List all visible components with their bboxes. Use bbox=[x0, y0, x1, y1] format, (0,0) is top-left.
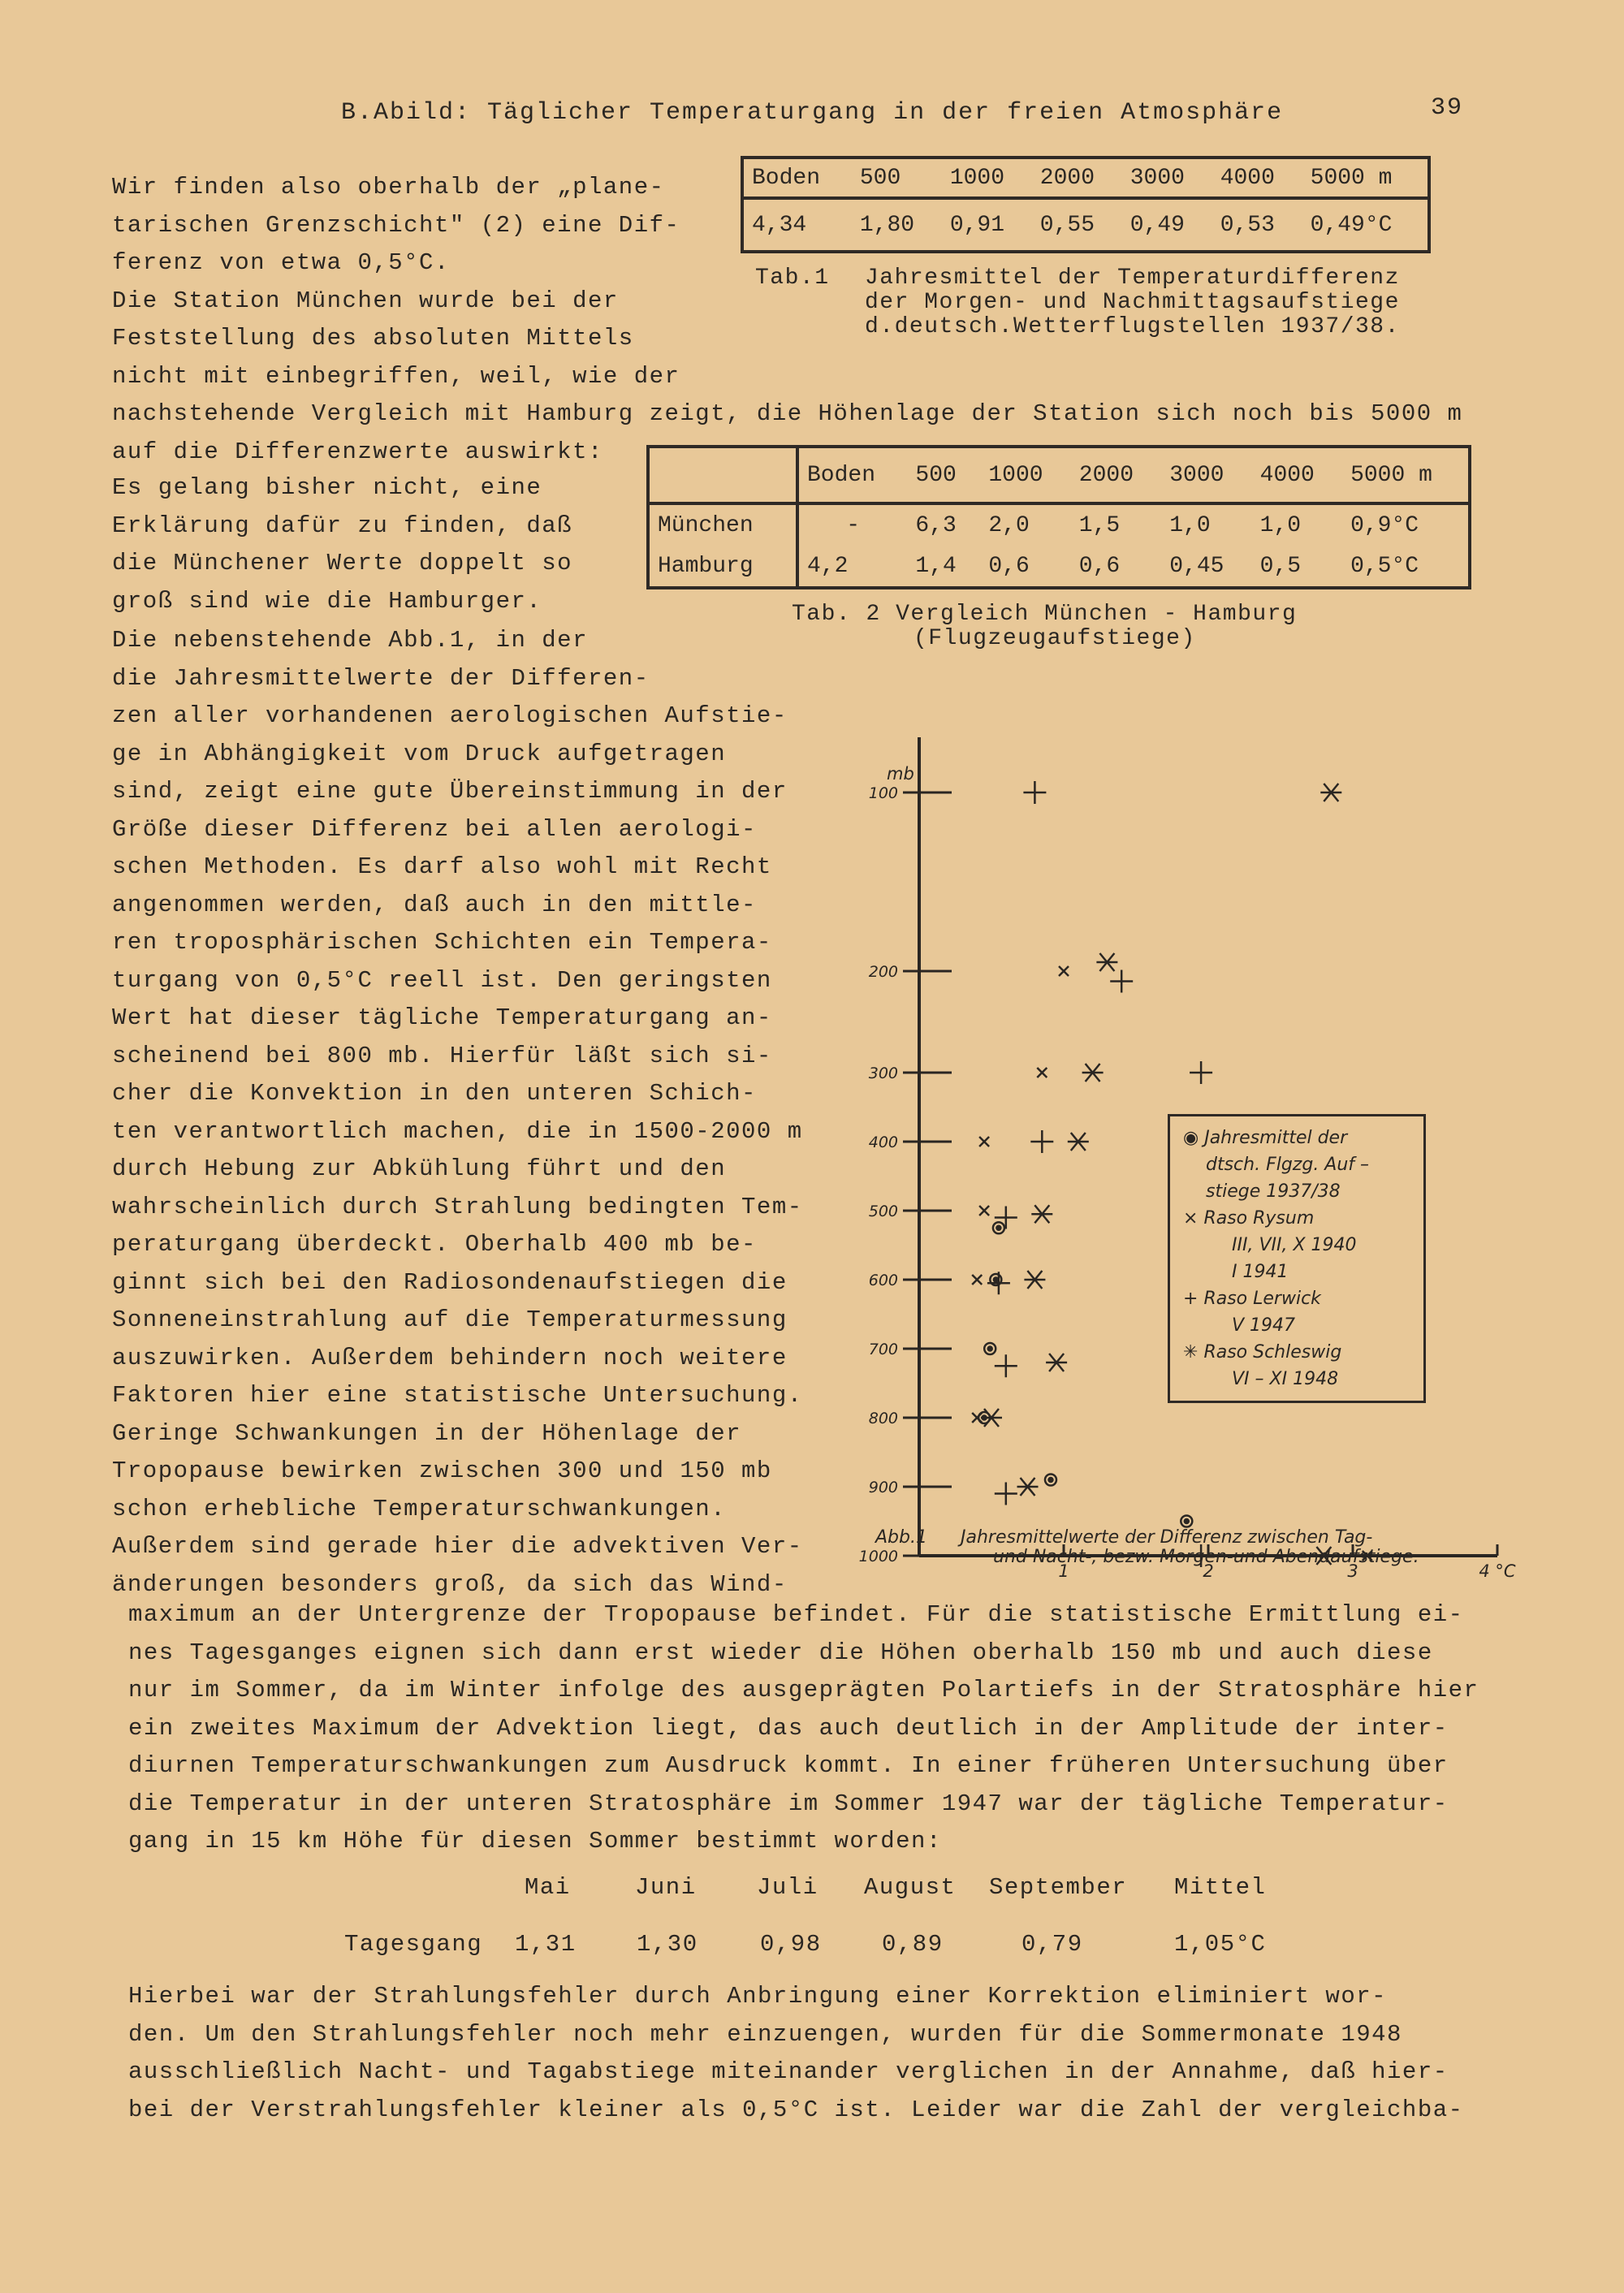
table-cell: 0,9°C bbox=[1350, 512, 1419, 538]
legend-entry-lerwick bbox=[1183, 1285, 1410, 1339]
legend-entry-rysum bbox=[1183, 1205, 1410, 1285]
text-line: ausschließlich Nacht- und Tagabstiege miteinander verglichen in der Annahme, daß hier- bbox=[128, 2058, 1449, 2085]
table-cell: 4000 bbox=[1259, 462, 1315, 488]
legend-text: Raso Lerwick bbox=[1203, 1289, 1321, 1309]
table-cell: 1000 bbox=[988, 462, 1043, 488]
table-cell: 500 bbox=[859, 165, 901, 191]
y-tick-label: 700 bbox=[868, 1341, 898, 1358]
x-tick-label: 1 bbox=[1058, 1561, 1069, 1581]
data-point-wetterflug bbox=[984, 1343, 996, 1354]
text-line: diurnen Temperaturschwankungen zum Ausdruck kommt. In einer früheren Untersuchung über bbox=[128, 1752, 1449, 1779]
y-tick-label: 900 bbox=[868, 1479, 898, 1496]
caption-line: der Morgen- und Nachmittagsaufstiege bbox=[865, 290, 1400, 315]
y-tick-label: 200 bbox=[868, 963, 898, 981]
data-point-schleswig bbox=[1096, 953, 1117, 971]
data-point-lerwick bbox=[987, 1272, 1010, 1294]
paragraph-2 bbox=[112, 469, 572, 620]
data-point-rysum bbox=[972, 1275, 982, 1285]
text-line: änderungen besonders groß, da sich das Wind- bbox=[112, 1570, 788, 1598]
text-line: Außerdem sind gerade hier die advektiven Ver- bbox=[112, 1533, 803, 1560]
table-cell: Boden bbox=[807, 462, 876, 488]
text-line: sind, zeigt eine gute Übereinstimmung in der bbox=[112, 778, 788, 805]
legend-entry-schleswig bbox=[1183, 1339, 1410, 1393]
y-tick-label: 100 bbox=[868, 784, 898, 802]
text-line: peraturgang überdeckt. Oberhalb 400 mb be- bbox=[112, 1231, 757, 1258]
text-line: Größe dieser Differenz bei allen aerologi- bbox=[112, 815, 757, 843]
caption-line: Tab. 2 Vergleich München - Hamburg bbox=[792, 602, 1298, 627]
text-line: ge in Abhängigkeit vom Druck aufgetragen bbox=[112, 740, 727, 767]
data-point-rysum bbox=[979, 1137, 989, 1146]
table-1 bbox=[741, 156, 1431, 253]
text-line: schen Methoden. Es darf also wohl mit Recht bbox=[112, 853, 772, 880]
legend-symbol-schleswig: ✳ bbox=[1183, 1342, 1199, 1362]
table-cell: 2000 bbox=[1039, 165, 1095, 191]
data-point-rysum bbox=[1037, 1068, 1047, 1077]
text-line: bei der Verstrahlungsfehler kleiner als 0,5°C ist. Leider war die Zahl der vergleichba- bbox=[128, 2096, 1464, 2123]
y-tick-label: 1000 bbox=[858, 1548, 898, 1565]
legend-entry-wetterflug bbox=[1183, 1125, 1410, 1205]
data-point-schleswig bbox=[1320, 784, 1341, 801]
legend-symbol-wetterflug: ◉ bbox=[1183, 1128, 1199, 1148]
table-header-row bbox=[742, 158, 1429, 198]
data-point-schleswig bbox=[1024, 1271, 1045, 1289]
legend-text: stiege 1937/38 bbox=[1206, 1181, 1341, 1202]
data-point-wetterflug bbox=[1181, 1516, 1192, 1527]
table-cell: 0,49 bbox=[1129, 212, 1185, 238]
data-point-lerwick bbox=[1110, 970, 1133, 993]
figure-caption bbox=[875, 1528, 1419, 1567]
data-point-lerwick bbox=[1190, 1061, 1212, 1084]
text-line: Tropopause bewirken zwischen 300 und 150 mb bbox=[112, 1457, 772, 1484]
caption-line: Jahresmittelwerte der Differenz zwischen Tag- bbox=[961, 1527, 1373, 1548]
text-line: schon erhebliche Temperaturschwankungen. bbox=[112, 1495, 727, 1522]
table-row bbox=[742, 198, 1429, 252]
data-point-schleswig bbox=[1082, 1064, 1104, 1082]
month-header: Mittel bbox=[1174, 1874, 1267, 1901]
text-line: ferenz von etwa 0,5°C. bbox=[112, 249, 450, 276]
text-line: gang in 15 km Höhe für diesen Sommer bestimmt worden: bbox=[128, 1828, 942, 1855]
table-cell: 1,4 bbox=[915, 553, 957, 579]
text-line: Geringe Schwankungen in der Höhenlage der bbox=[112, 1419, 742, 1447]
y-tick-label: 300 bbox=[868, 1064, 898, 1082]
text-line: Es gelang bisher nicht, eine bbox=[112, 474, 542, 501]
month-header: Mai bbox=[525, 1874, 571, 1901]
data-point-lerwick bbox=[1030, 1130, 1053, 1153]
table-cell: 0,5°C bbox=[1350, 553, 1419, 579]
table-cell: 0,55 bbox=[1039, 212, 1095, 238]
table-1-caption-label: Tab.1 bbox=[755, 266, 830, 291]
legend-text: Raso Schleswig bbox=[1203, 1342, 1342, 1362]
month-header: September bbox=[989, 1874, 1128, 1901]
text-line: groß sind wie die Hamburger. bbox=[112, 587, 542, 615]
table-row bbox=[648, 503, 1470, 546]
y-tick-label: 500 bbox=[868, 1203, 898, 1220]
chart-legend bbox=[1168, 1114, 1426, 1403]
table-cell: 0,5 bbox=[1259, 553, 1302, 579]
table-cell: 3000 bbox=[1169, 462, 1224, 488]
text-line: nur im Sommer, da im Winter infolge des ausgeprägten Polartiefs in der Stratosphäre hier bbox=[128, 1677, 1479, 1704]
legend-text: I 1941 bbox=[1232, 1262, 1289, 1282]
text-line: ein zweites Maximum der Advektion liegt, das auch deutlich in der Amplitude der inter- bbox=[128, 1714, 1449, 1742]
x-tick-label: 4 °C bbox=[1479, 1561, 1516, 1581]
table-cell: 2,0 bbox=[988, 512, 1030, 538]
text-line: auf die Differenzwerte auswirkt: bbox=[112, 438, 603, 465]
caption-line: und Nacht-, bezw. Morgen-und Abendaufstiege. bbox=[993, 1547, 1419, 1567]
legend-symbol-lerwick: + bbox=[1183, 1289, 1199, 1309]
y-tick-label: 800 bbox=[868, 1410, 898, 1427]
table-cell: 1,30 bbox=[637, 1931, 698, 1958]
running-header bbox=[341, 99, 1283, 127]
table-cell: 0,45 bbox=[1169, 553, 1224, 579]
legend-text: Raso Rysum bbox=[1203, 1208, 1315, 1229]
text-line: Erklärung dafür zu finden, daß bbox=[112, 512, 573, 539]
text-line: Hierbei war der Strahlungsfehler durch Anbringung einer Korrektion eliminiert wor- bbox=[128, 1983, 1388, 2010]
data-point-rysum bbox=[972, 1413, 982, 1423]
text-line: den. Um den Strahlungsfehler noch mehr einzuengen, wurden für die Sommermonate 1948 bbox=[128, 2020, 1402, 2048]
text-line: wahrscheinlich durch Strahlung bedingten Tem- bbox=[112, 1193, 803, 1220]
text-line: Faktoren hier eine statistische Untersuchung. bbox=[112, 1382, 803, 1409]
legend-text: VI – XI 1948 bbox=[1232, 1369, 1339, 1389]
legend-text: III, VII, X 1940 bbox=[1232, 1235, 1357, 1255]
paragraph-5 bbox=[128, 1978, 1464, 2129]
data-point-rysum bbox=[979, 1206, 989, 1216]
data-point-schleswig bbox=[1031, 1205, 1052, 1223]
text-line: zen aller vorhandenen aerologischen Aufstie- bbox=[112, 702, 788, 729]
data-point-schleswig bbox=[1046, 1354, 1067, 1371]
text-line: cher die Konvektion in den unteren Schich- bbox=[112, 1080, 757, 1107]
table-cell: 1000 bbox=[949, 165, 1005, 191]
page-number: 39 bbox=[1431, 94, 1464, 122]
month-header: August bbox=[864, 1874, 957, 1901]
table-cell: 0,89 bbox=[882, 1931, 944, 1958]
y-axis-unit-label: mb bbox=[887, 764, 914, 784]
data-point-lerwick bbox=[1023, 781, 1046, 804]
text-line: ren troposphärischen Schichten ein Tempera- bbox=[112, 929, 772, 956]
table-cell: 1,0 bbox=[1169, 512, 1211, 538]
text-line: die Münchener Werte doppelt so bbox=[112, 550, 573, 576]
row-label: Tagesgang bbox=[344, 1931, 483, 1958]
data-point-schleswig bbox=[1068, 1133, 1089, 1151]
table-cell: 2000 bbox=[1078, 462, 1134, 488]
table-cell: 1,5 bbox=[1078, 512, 1121, 538]
text-line: tarischen Grenzschicht" (2) eine Dif- bbox=[112, 211, 680, 239]
figure-label: Abb.1 bbox=[875, 1527, 927, 1548]
text-line: auszuwirken. Außerdem behindern noch weitere bbox=[112, 1344, 788, 1371]
table-cell: 1,80 bbox=[859, 212, 915, 238]
legend-text: dtsch. Flgzg. Auf – bbox=[1206, 1155, 1370, 1175]
table-cell: 0,98 bbox=[760, 1931, 822, 1958]
text-line: die Temperatur in der unteren Stratosphäre im Sommer 1947 war der tägliche Temperatur- bbox=[128, 1790, 1449, 1817]
table-cell: 4,2 bbox=[807, 553, 849, 579]
table-cell: 0,6 bbox=[988, 553, 1030, 579]
table-cell: 0,79 bbox=[1021, 1931, 1083, 1958]
paragraph-3 bbox=[112, 622, 803, 1604]
data-point-schleswig bbox=[1017, 1478, 1039, 1496]
month-header: Juli bbox=[757, 1874, 818, 1901]
caption-line: (Flugzeugaufstiege) bbox=[914, 626, 1196, 651]
table-cell: 0,91 bbox=[949, 212, 1005, 238]
table-cell: 1,31 bbox=[515, 1931, 577, 1958]
text-line: nachstehende Vergleich mit Hamburg zeigt, die Höhenlage der Station sich noch bis 5000 m bbox=[112, 400, 1463, 427]
text-line: maximum an der Untergrenze der Tropopause befindet. Für die statistische Ermittlung ei- bbox=[128, 1601, 1464, 1628]
data-point-wetterflug bbox=[993, 1222, 1004, 1233]
text-line: nes Tagesganges eignen sich dann erst wieder die Höhen oberhalb 150 mb und auch diese bbox=[128, 1639, 1433, 1666]
table-1-caption bbox=[865, 266, 1400, 339]
month-header: Juni bbox=[635, 1874, 697, 1901]
caption-line: d.deutsch.Wetterflugstellen 1937/38. bbox=[865, 314, 1400, 339]
text-line: Sonneneinstrahlung auf die Temperaturmessung bbox=[112, 1306, 788, 1333]
table-cell: 1,0 bbox=[1259, 512, 1302, 538]
data-point-wetterflug bbox=[1045, 1475, 1056, 1486]
table-cell: München bbox=[648, 503, 797, 546]
table-cell: 4000 bbox=[1220, 165, 1275, 191]
table-cell: 3000 bbox=[1129, 165, 1185, 191]
text-line: ten verantwortlich machen, die in 1500-2000 m bbox=[112, 1117, 803, 1145]
table-row bbox=[648, 546, 1470, 588]
legend-text: Jahresmittel der bbox=[1204, 1128, 1348, 1148]
text-line: angenommen werden, daß auch in den mittle- bbox=[112, 891, 757, 918]
data-point-lerwick bbox=[995, 1354, 1017, 1377]
header-title: B.Abild: Täglicher Temperaturgang in der freien Atmosphäre bbox=[341, 99, 1284, 127]
text-line: nicht mit einbegriffen, weil, wie der bbox=[112, 362, 680, 390]
text-line: Feststellung des absoluten Mittels bbox=[112, 325, 634, 352]
table-2 bbox=[646, 445, 1471, 589]
x-tick-label: 2 bbox=[1203, 1561, 1214, 1581]
text-line: Wert hat dieser tägliche Temperaturgang an- bbox=[112, 1004, 772, 1031]
data-point-rysum bbox=[1059, 966, 1069, 976]
text-line: scheinend bei 800 mb. Hierfür läßt sich si- bbox=[112, 1042, 772, 1069]
data-point-lerwick bbox=[995, 1483, 1017, 1505]
table-cell: Boden bbox=[752, 165, 821, 191]
paragraph-4 bbox=[128, 1596, 1479, 1861]
text-line: die Jahresmittelwerte der Differen- bbox=[112, 664, 650, 692]
text-line: Die Station München wurde bei der bbox=[112, 287, 619, 314]
x-tick-label: 3 bbox=[1347, 1561, 1358, 1581]
text-line: durch Hebung zur Abkühlung führt und den bbox=[112, 1155, 727, 1182]
table-cell: 0,49°C bbox=[1310, 212, 1393, 238]
y-tick-label: 400 bbox=[868, 1134, 898, 1151]
caption-line: Jahresmittel der Temperaturdifferenz bbox=[865, 266, 1400, 291]
table-cell: - bbox=[846, 512, 861, 538]
text-line: Wir finden also oberhalb der „plane- bbox=[112, 174, 665, 201]
table-cell: 4,34 bbox=[752, 212, 807, 238]
table-cell: Hamburg bbox=[648, 546, 797, 588]
table-cell: 6,3 bbox=[915, 512, 957, 538]
text-line: turgang von 0,5°C reell ist. Den geringsten bbox=[112, 966, 772, 994]
legend-text: V 1947 bbox=[1232, 1315, 1296, 1336]
table-cell: 5000 m bbox=[1310, 165, 1393, 191]
table-cell: 5000 m bbox=[1350, 462, 1432, 488]
table-cell: 1,05°C bbox=[1174, 1931, 1267, 1958]
y-tick-label: 600 bbox=[868, 1272, 898, 1289]
table-cell: 0,53 bbox=[1220, 212, 1275, 238]
table-cell bbox=[648, 447, 797, 503]
legend-symbol-rysum: × bbox=[1183, 1208, 1199, 1229]
table-2-caption bbox=[792, 602, 1297, 651]
text-line: Die nebenstehende Abb.1, in der bbox=[112, 627, 588, 654]
table-cell: 500 bbox=[915, 462, 957, 488]
text-line: ginnt sich bei den Radiosondenaufstiegen die bbox=[112, 1268, 788, 1296]
table-cell: 0,6 bbox=[1078, 553, 1121, 579]
table-header-row bbox=[648, 447, 1470, 503]
